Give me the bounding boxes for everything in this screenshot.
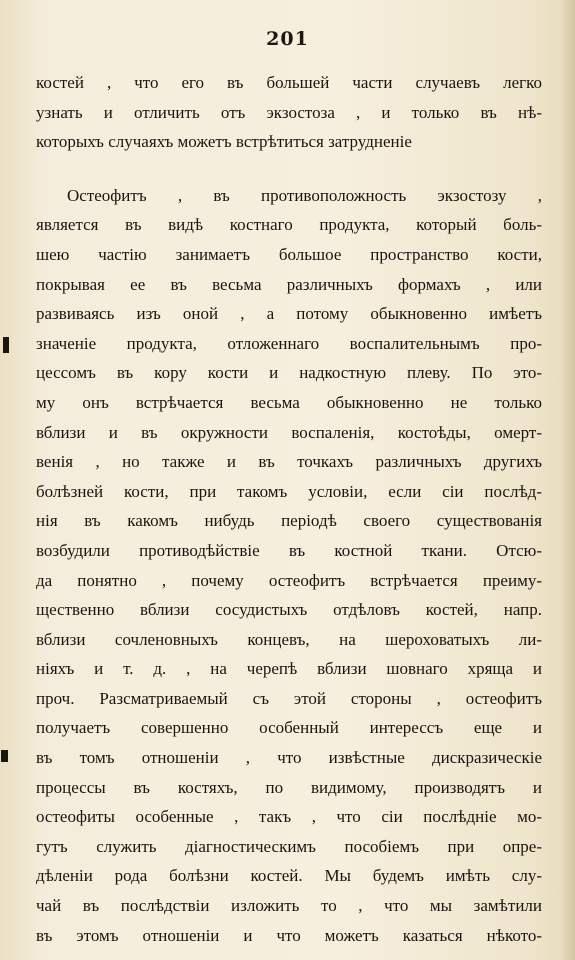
text-line: гутъ служить діагностическимъ пособіемъ при опре- xyxy=(36,836,542,856)
text-line: въ этомъ отношеніи и что можетъ казаться нѣкото- xyxy=(36,925,542,945)
text-line: цессомъ въ кору кости и надкостную плеву. По это- xyxy=(36,363,542,383)
text-line: получаетъ совершенно особенный интерессъ еще и xyxy=(36,718,542,738)
margin-ink-mark xyxy=(1,750,8,762)
text-line: щественно вблизи сосудистыхъ отдѣловъ костей, напр. xyxy=(36,600,542,620)
text-line: вблизи и въ окружности воспаленія, костоѣды, омерт- xyxy=(36,422,542,442)
paragraph-gap xyxy=(36,157,542,181)
text-line: чай въ послѣдствіи изложить то , что мы замѣтили xyxy=(36,896,542,916)
text-line: венія , но также и въ точкахъ различныхъ другихъ xyxy=(36,452,542,472)
text-line: болѣзней кости, при такомъ условіи, если сіи послѣд- xyxy=(36,481,542,501)
text-line: покрывая ее въ весьма различныхъ формахъ , или xyxy=(36,274,542,294)
body-text xyxy=(36,68,542,950)
margin-ink-mark xyxy=(3,337,9,353)
page-number: 201 xyxy=(266,28,309,50)
text-line: костей , что его въ большей части случаевъ легко xyxy=(36,73,542,92)
page-edge-shadow xyxy=(561,0,575,960)
text-line: Остеофитъ , въ противоположность экзостозу , xyxy=(67,185,542,205)
text-line: остеофиты особенные , такъ , что сіи послѣдніе мо- xyxy=(36,807,542,827)
text-line: является въ видѣ костнаго продукта, который боль- xyxy=(36,215,542,235)
text-line: дѣленіи рода болѣзни костей. Мы будемъ имѣть слу- xyxy=(36,866,542,886)
text-line: вблизи сочленовныхъ концевъ, на шероховатыхъ ли- xyxy=(36,629,542,649)
text-line: му онъ встрѣчается весьма обыкновенно не только xyxy=(36,392,542,412)
text-line: шею частію занимаетъ большое пространство кости, xyxy=(36,244,542,264)
text-line: ніяхъ и т. д. , на черепѣ вблизи шовнаго хряща и xyxy=(36,659,542,679)
text-line: процессы въ костяхъ, по видимому, производятъ и xyxy=(36,777,542,797)
text-line: возбудили противодѣйствіе въ костной ткани. Отсю- xyxy=(36,540,542,560)
text-line: нія въ какомъ нибудь періодѣ своего существованія xyxy=(36,511,542,531)
text-line: проч. Разсматриваемый съ этой стороны , остеофитъ xyxy=(36,688,542,708)
text-line: развиваясь изъ оной , а потому обыкновенно имѣетъ xyxy=(36,304,542,324)
text-line: да понятно , почему остеофитъ встрѣчается преиму- xyxy=(36,570,542,590)
text-line: которыхъ случаяхъ можетъ встрѣтиться затрудненіе xyxy=(36,132,412,152)
text-line: въ томъ отношеніи , что извѣстные дискразическіе xyxy=(36,748,542,768)
text-line: узнать и отличить отъ экзостоза , и только въ нѣ- xyxy=(36,102,542,122)
text-line: значеніе продукта, отложеннаго воспалительнымъ про- xyxy=(36,333,542,353)
